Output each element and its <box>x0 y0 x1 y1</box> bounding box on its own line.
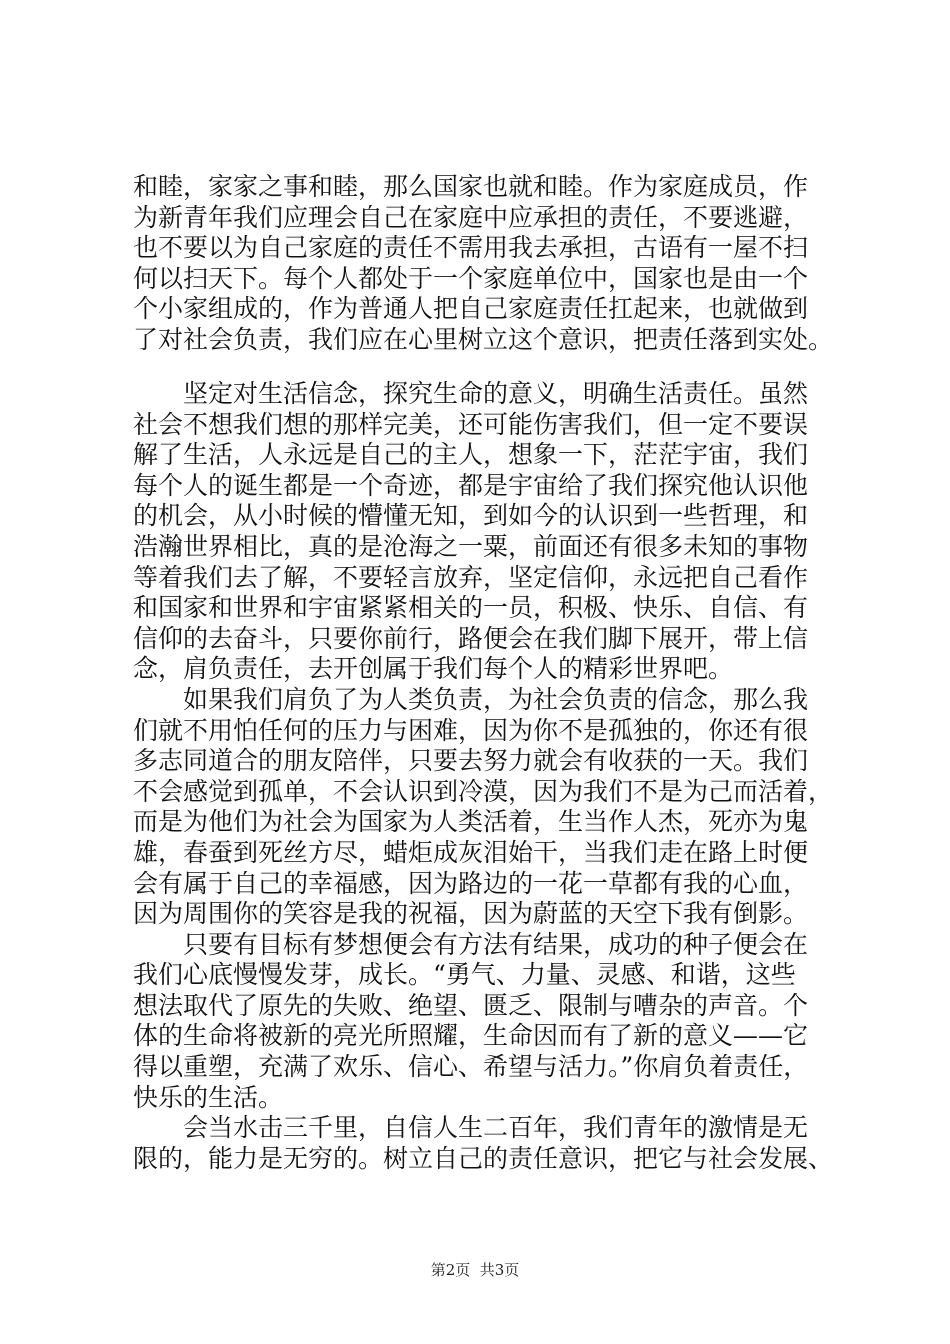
paragraph-goals <box>133 930 853 1114</box>
text-line: 也不要以为自己家庭的责任不需用我去承担，古语有一屋不扫 <box>133 233 809 263</box>
text-line: 只要有目标有梦想便会有方法有结果，成功的种子便会在 <box>133 929 809 959</box>
text-line: 和睦，家家之事和睦，那么国家也就和睦。作为家庭成员，作 <box>133 172 809 201</box>
paragraph-youth <box>133 1113 853 1174</box>
text-line: 快乐的生活。 <box>133 1082 284 1112</box>
text-line: 浩瀚世界相比，真的是沧海之一粟，前面还有很多未知的事物 <box>133 531 809 561</box>
text-line: 雄，春蚕到死丝方尽，蜡炬成灰泪始干，当我们走在路上时便 <box>133 837 809 867</box>
text-line: 和国家和世界和宇宙紧紧相关的一员，积极、快乐、自信、有 <box>133 593 809 623</box>
text-line: 想法取代了原先的失败、绝望、匮乏、限制与嘈杂的声音。个 <box>133 990 809 1020</box>
text-line: 如果我们肩负了为人类负责，为社会负责的信念，那么我 <box>133 684 809 714</box>
text-line: 多志同道合的朋友陪伴，只要去努力就会有收获的一天。我们 <box>133 746 809 776</box>
text-line: 体的生命将被新的亮光所照耀，生命因而有了新的意义——它 <box>133 1021 809 1051</box>
body-text <box>133 379 853 1174</box>
text-line: 会当水击三千里，自信人生二百年，我们青年的激情是无 <box>133 1113 809 1143</box>
text-line: 为新青年我们应理会自己在家庭中应承担的责任，不要逃避， <box>133 202 809 232</box>
text-line: 得以重塑，充满了欢乐、信心、希望与活力。”你肩负着责任， <box>133 1052 809 1082</box>
text-line: 解了生活，人永远是自己的主人，想象一下，茫茫宇宙，我们 <box>133 440 809 470</box>
text-line: 了对社会负责，我们应在心里树立这个意识，把责任落到实处。 <box>133 324 834 354</box>
text-line: 限的，能力是无穷的。树立自己的责任意识，把它与社会发展、 <box>133 1143 834 1173</box>
page-footer <box>0 1259 950 1280</box>
text-line: 等着我们去了解，不要轻言放弃，坚定信仰，永远把自己看作 <box>133 562 809 592</box>
text-line: 每个人的诞生都是一个奇迹，都是宇宙给了我们探究他认识他 <box>133 470 809 500</box>
text-line: 我们心底慢慢发芽，成长。“勇气、力量、灵感、和谐，这些 <box>133 960 796 990</box>
text-line: 何以扫天下。每个人都处于一个家庭单位中，国家也是由一个 <box>133 263 809 293</box>
text-line: 因为周围你的笑容是我的祝福，因为蔚蓝的天空下我有倒影。 <box>133 899 809 929</box>
text-line: 社会不想我们想的那样完美，还可能伤害我们，但一定不要误 <box>133 409 809 439</box>
text-line: 们就不用怕任何的压力与困难，因为你不是孤独的，你还有很 <box>133 715 809 745</box>
text-line: 信仰的去奋斗，只要你前行，路便会在我们脚下展开，带上信 <box>133 623 809 653</box>
page-number-label: 第2页 共3页 <box>430 1261 520 1279</box>
text-line: 不会感觉到孤单，不会认识到冷漠，因为我们不是为己而活着， <box>133 776 834 806</box>
text-line: 会有属于自己的幸福感，因为路边的一花一草都有我的心血， <box>133 868 809 898</box>
text-line: 念，肩负责任，去开创属于我们每个人的精彩世界吧。 <box>133 654 734 684</box>
text-line: 的机会，从小时候的懵懂无知，到如今的认识到一些哲理，和 <box>133 501 809 531</box>
text-line: 而是为他们为社会为国家为人类活着，生当作人杰，死亦为鬼 <box>133 807 809 837</box>
paragraph-belief <box>133 379 853 685</box>
paragraph-continuation <box>133 172 853 356</box>
text-line: 个小家组成的，作为普通人把自己家庭责任扛起来，也就做到 <box>133 294 809 324</box>
paragraph-responsibility <box>133 685 853 930</box>
text-line: 坚定对生活信念，探究生命的意义，明确生活责任。虽然 <box>133 379 809 408</box>
